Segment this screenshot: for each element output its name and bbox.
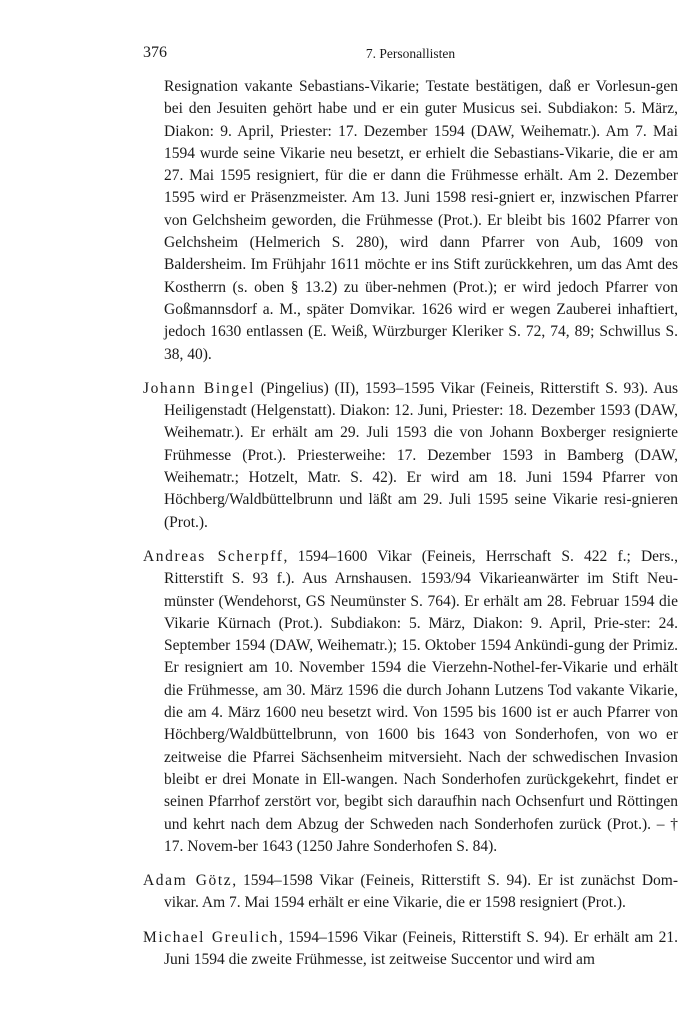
page-number: 376 xyxy=(143,44,167,61)
entry-text: 1594–1596 Vikar (Feineis, Ritterstift S. 94). Er erhält am 21. Juni 1594 die zweite Frühmesse, ist zeitweise Succentor und wird am xyxy=(164,928,678,968)
personnel-list xyxy=(143,76,678,983)
entry-name: Andreas Scherpff xyxy=(143,547,284,565)
entry-text: (Pingelius) (II), 1593–1595 Vikar (Feineis, Ritterstift S. 93). Aus Heiligenstadt (Helgenstatt). Diakon: 12. Juni, Priester: 18. Dezember 1593 (DAW, Weihematr.). Er erhält am 29. Juli 1593 die von Johann Boxberger resignierte Frühmesse (Prot.). Priesterweihe: 17. Dezember 1593 in Bamberg (DAW, Weihematr.; Hotzelt, Matr. S. 42). Er wird am 18. Juni 1594 Pfarrer von Höchberg/Waldbüttelbrunn und läßt am 29. Juli 1595 seine Vikarie resi-gnieren (Prot.). xyxy=(164,379,679,531)
entry-name: Johann Bingel xyxy=(143,379,255,397)
entry-adam-goetz: Adam Götz, 1594–1598 Vikar (Feineis, Ritterstift S. 94). Er ist zunächst Dom-vikar. Am 7. Mai 1594 erhält er eine Vikarie, die er 1598 resigniert (Prot.). xyxy=(143,872,679,912)
entry-text: 1594–1600 Vikar (Feineis, Herrschaft S. 422 f.; Ders., Ritterstift S. 93 f.). Aus Arnshausen. 1593/94 Vikarieanwärter im Stift Neu-münster (Wendehorst, GS Neumünster S. 764). Er erhält am 28. Februar 1594 die Vikarie Kürnach (Prot.). Subdiakon: 5. März, Diakon: 9. April, Prie-ster: 24. September 1594 (DAW, Weihematr.); 15. Oktober 1594 Ankündi-gung der Primiz. Er resigniert am 10. November 1594 die Vierzehn-Nothel-fer-Vikarie und erhält die Frühmesse, am 30. März 1596 die durch Johann Lutzens Tod vakante Vikarie, die am 4. März 1600 neu besetzt wird. Von 1595 bis 1600 ist er auch Pfarrer von Höchberg/Waldbüttelbrunn, von 1600 bis 1643 von Sonderhofen, von wo er zeitweise die Pfarrei Sächsenheim mitversieht. Nach der schwedischen Invasion bleibt er drei Monate in Ell-wangen. Nach Sonderhofen zurückgekehrt, findet er seinen Pfarrhof zerstört vor, begibt sich daraufhin nach Ochsenfurt und Röttingen und kehrt nach dem Abzug der Schweden nach Sonderhofen zurück (Prot.). – † 17. Novem-ber 1643 (1250 Jahre Sonderhofen S. 84). xyxy=(164,547,678,855)
entry-name: Adam Götz xyxy=(143,872,233,890)
page-header xyxy=(143,44,678,68)
entry-name: Michael Greulich xyxy=(143,928,279,946)
running-title: 7. Personallisten xyxy=(365,46,456,61)
entry-andreas-scherpff: Andreas Scherpff, 1594–1600 Vikar (Feineis, Herrschaft S. 422 f.; Ders., Ritterstift S. 93 f.). Aus Arnshausen. 1593/94 Vikarieanwärter im Stift Neu-münster (Wendehorst, GS Neumünster S. 764). Er erhält am 28. Februar 1594 die Vikarie Kürnach (Prot.). Subdiakon: 5. März, Diakon: 9. April, Prie-ster: 24. September 1594 (DAW, Weihematr.); 15. Oktober 1594 Ankündi-gung der Primiz. Er resigniert am 10. November 1594 die Vierzehn-Nothel-fer-Vikarie und erhält die Frühmesse, am 30. März 1596 die durch Johann Lutzens Tod vakante Vikarie, die am 4. März 1600 neu besetzt wird. Von 1595 bis 1600 ist er auch Pfarrer von Höchberg/Waldbüttelbrunn, von 1600 bis 1643 von Sonderhofen, von wo er zeitweise die Pfarrei Sächsenheim mitversieht. Nach der schwedischen Invasion bleibt er drei Monate in Ell-wangen. Nach Sonderhofen zurückgekehrt, findet er seinen Pfarrhof zerstört vor, begibt sich daraufhin nach Ochsenfurt und Röttingen und kehrt nach dem Abzug der Schweden nach Sonderhofen zurück (Prot.). – † 17. Novem-ber 1643 (1250 Jahre Sonderhofen S. 84). xyxy=(143,547,678,855)
entry-text: Resignation vakante Sebastians-Vikarie; Testate bestätigen, daß er Vorlesun-gen bei den Jesuiten gehört habe und er ein guter Musicus sei. Subdiakon: 5. März, Diakon: 9. April, Priester: 17. Dezember 1594 (DAW, Weihematr.). Am 7. Mai 1594 wurde seine Vikarie neu besetzt, er erhielt die Sebastians-Vikarie, die er am 27. Mai 1595 resigniert, für die er dann die Frühmesse erhält. Am 2. Dezember 1595 wird er Präsenzmeister. Am 13. Juni 1598 resi-gniert er, inzwischen Pfarrer von Gelchsheim geworden, die Frühmesse (Prot.). Er bleibt bis 1602 Pfarrer von Gelchsheim (Helmerich S. 280), wird dann Pfarrer von Aub, 1609 von Baldersheim. Im Frühjahr 1611 möchte er ins Stift zurückkehren, um das Amt des Kostherrn (s. oben § 13.2) zu über-nehmen (Prot.); er wird jedoch Pfarrer von Goßmannsdorf a. M., später Domvikar. 1626 wird er wegen Zauberei inhaftiert, jedoch 1630 entlassen (E. Weiß, Würzburger Kleriker S. 72, 74, 89; Schwillus S. 38, 40). xyxy=(164,78,678,363)
entry-text: 1594–1598 Vikar (Feineis, Ritterstift S. 94). Er ist zunächst Dom-vikar. Am 7. Mai 1594 erhält er eine Vikarie, die er 1598 resigniert (Prot.). xyxy=(164,872,679,912)
entry-continuation xyxy=(143,76,678,366)
entry-michael-greulich: Michael Greulich, 1594–1596 Vikar (Feineis, Ritterstift S. 94). Er erhält am 21. Juni 1594 die zweite Frühmesse, ist zeitweise Succentor und wird am xyxy=(143,928,678,968)
entry-johann-bingel xyxy=(143,378,678,534)
